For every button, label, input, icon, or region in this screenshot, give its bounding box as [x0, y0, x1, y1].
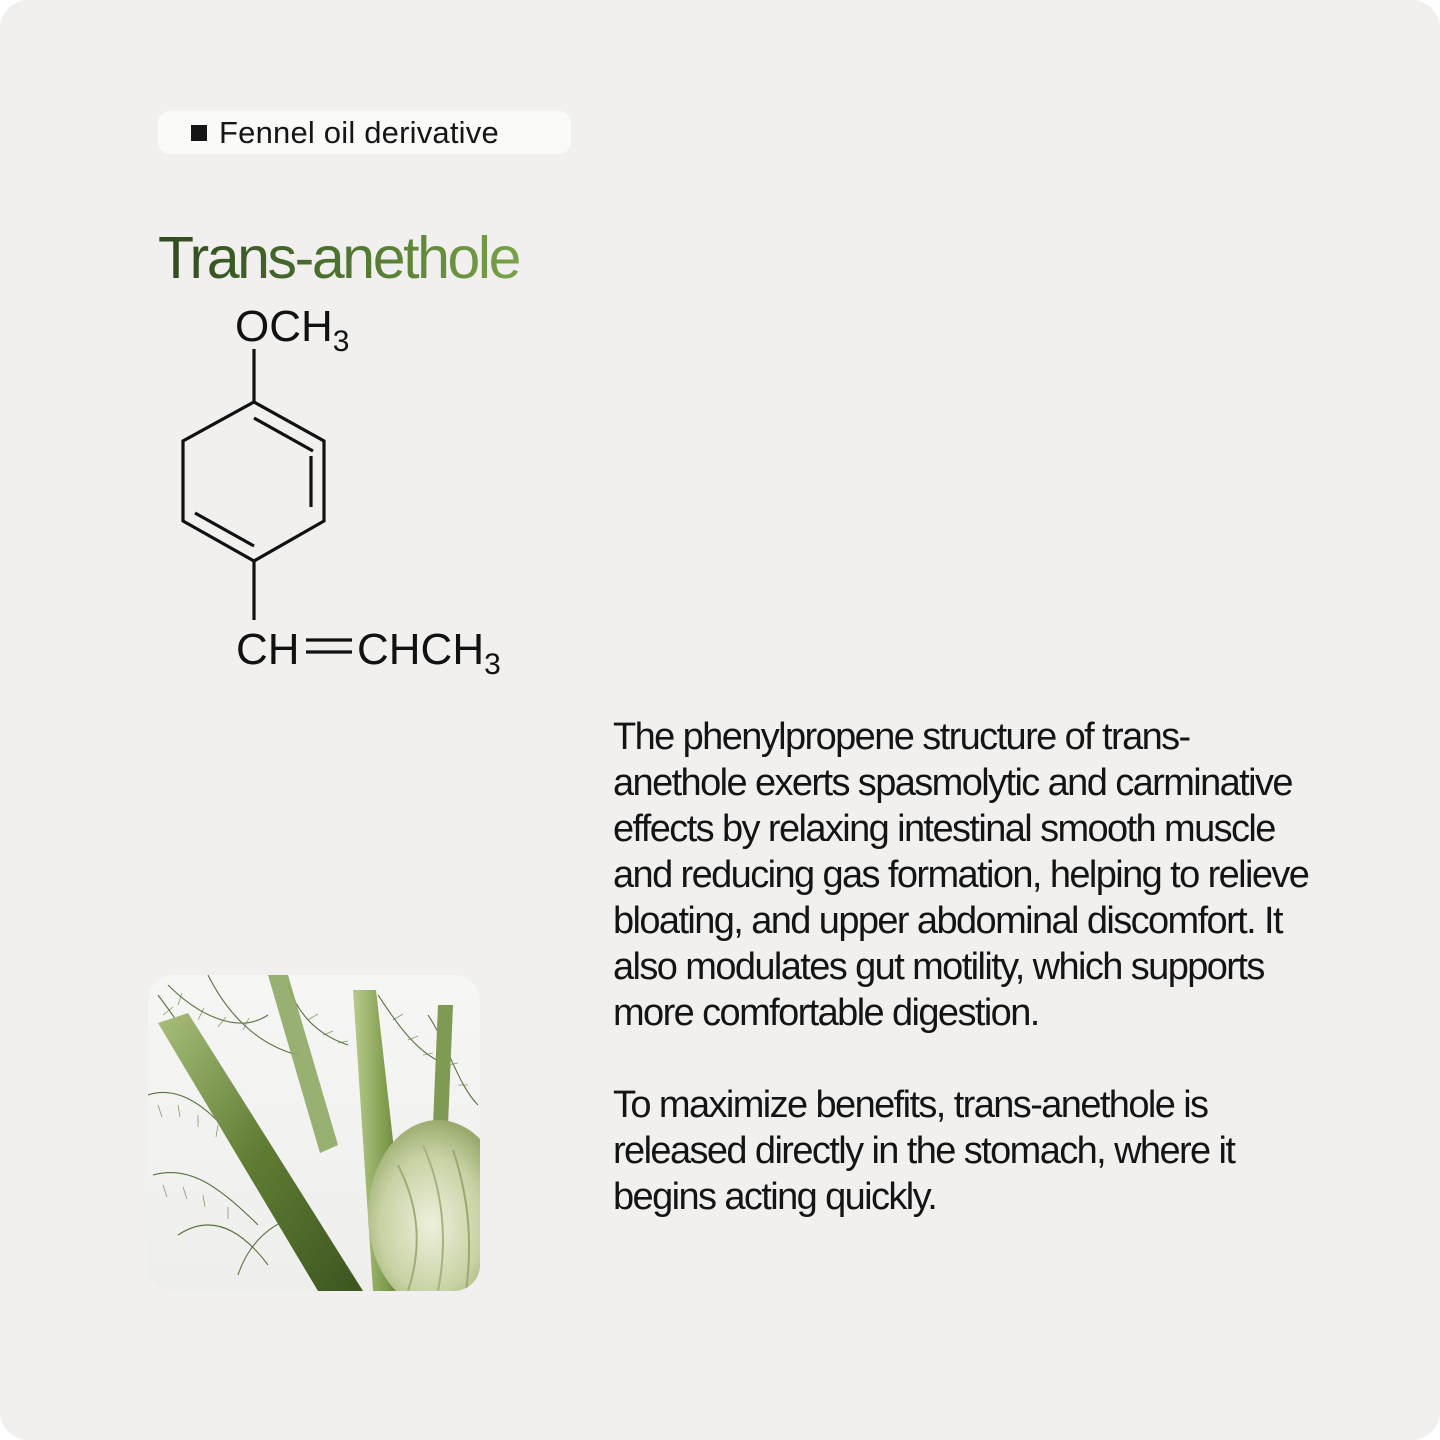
- compound-title: Trans-anethole: [158, 225, 520, 291]
- fennel-illustration: [148, 975, 480, 1291]
- ring-double-bond-3: [195, 513, 254, 546]
- benzene-ring: [183, 402, 324, 561]
- propenyl-group-ch-label: CH: [236, 625, 300, 674]
- square-bullet-icon: [191, 125, 207, 141]
- category-tag-label: Fennel oil derivative: [219, 115, 499, 150]
- methoxy-group-label: $OCH_3$: [235, 302, 350, 358]
- propenyl-group-chch3-label: $CHCH_3$: [357, 625, 501, 681]
- description-paragraph-2: To maximize benefits, trans-anethole is released directly in the stomach, where it begins acting quickly.: [613, 1084, 1235, 1218]
- description-paragraph-1: The phenylpropene structure of trans-anethole exerts spasmolytic and carminative effects by relaxing intestinal smooth muscle and reducing gas formation, helping to relieve bloating, and upper abdominal discomfort. It also modulates gut motility, which supports more comfortable digestion.: [613, 716, 1309, 1034]
- ring-double-bond-1: [254, 418, 313, 451]
- fennel-photo: [148, 975, 480, 1291]
- description-text: [613, 714, 1313, 1220]
- category-tag: [158, 111, 571, 154]
